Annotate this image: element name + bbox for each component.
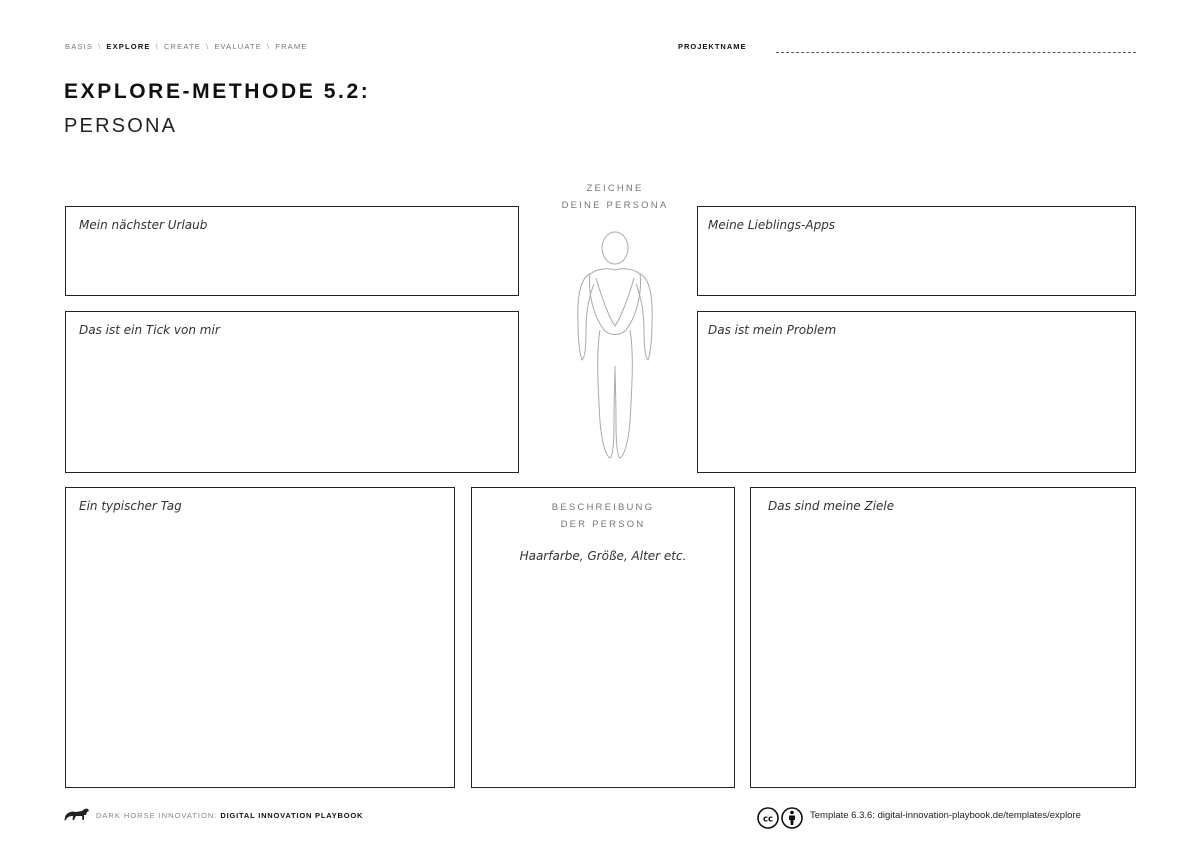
description-heading [472,499,734,533]
description-hint: Haarfarbe, Größe, Alter etc. [519,549,687,563]
footer-brand-name: DARK HORSE INNOVATION: [96,811,221,820]
problem-label: Das ist mein Problem [708,323,837,337]
breadcrumb-item-explore[interactable]: EXPLORE [106,42,151,51]
breadcrumb-item-evaluate[interactable]: EVALUATE [214,42,262,51]
draw-persona-line1: ZEICHNE [586,183,644,194]
quirk-box[interactable] [65,311,519,473]
breadcrumb-item-frame[interactable]: FRAME [275,42,308,51]
page-subtitle: PERSONA [64,115,178,137]
draw-persona-label [530,180,700,214]
creative-commons-icon [758,808,778,828]
goals-box[interactable] [750,487,1136,788]
apps-box[interactable] [697,206,1136,296]
license-icons [757,807,805,829]
draw-persona-line2: DEINE PERSONA [561,200,669,211]
footer-template-info[interactable]: Template 6.3.6: digital-innovation-playbook.de/templates/explore [810,810,1081,821]
page-title: EXPLORE-METHODE 5.2: [64,80,371,103]
description-line2: DER PERSON [560,519,646,530]
quirk-label: Das ist ein Tick von mir [79,323,220,337]
problem-box[interactable] [697,311,1136,473]
breadcrumb-separator: \ [266,42,271,51]
description-box[interactable] [471,487,735,788]
svg-text:cc: cc [762,814,774,825]
typical-day-label: Ein typischer Tag [79,499,182,513]
attribution-person-icon [782,808,802,828]
breadcrumb-item-create[interactable]: CREATE [163,42,202,51]
footer-brand [96,811,363,820]
horse-logo-icon [64,806,90,822]
description-line1: BESCHREIBUNG [551,502,655,513]
breadcrumb [65,42,308,51]
goals-label: Das sind meine Ziele [768,499,895,513]
breadcrumb-separator: \ [155,42,159,51]
project-name-label: PROJEKTNAME [678,42,747,51]
vacation-label: Mein nächster Urlaub [79,218,208,232]
apps-label: Meine Lieblings-Apps [708,218,836,232]
breadcrumb-item-basis[interactable]: BASIS [65,42,94,51]
breadcrumb-separator: \ [98,42,102,51]
project-name-field[interactable] [776,52,1136,53]
vacation-box[interactable] [65,206,519,296]
footer-book-title: DIGITAL INNOVATION PLAYBOOK [220,811,364,820]
persona-outline-icon[interactable] [560,226,670,462]
breadcrumb-separator: \ [206,42,210,51]
typical-day-box[interactable] [65,487,455,788]
